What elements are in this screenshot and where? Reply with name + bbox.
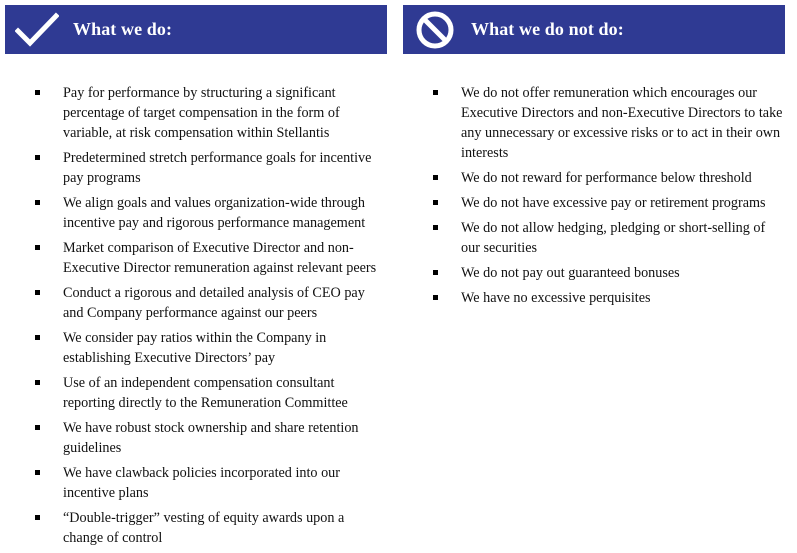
prohibited-icon (411, 5, 459, 54)
bullet-icon (35, 200, 40, 205)
checkmark-icon (13, 5, 61, 54)
list-item: We have robust stock ownership and share retention guidelines (35, 418, 385, 458)
bullet-icon (433, 90, 438, 95)
what-we-do-title: What we do: (73, 19, 173, 39)
bullet-icon (433, 200, 438, 205)
bullet-icon (35, 425, 40, 430)
list-item: Market comparison of Executive Director and non-Executive Director remuneration against relevant peers (35, 238, 385, 278)
bullet-icon (433, 295, 438, 300)
bullet-icon (35, 290, 40, 295)
what-we-do-list (35, 83, 385, 553)
bullet-icon (433, 175, 438, 180)
what-we-do-not-do-list (433, 83, 783, 313)
what-we-do-not-do-header (403, 5, 785, 54)
what-we-do-column (5, 5, 387, 546)
list-item: We have no excessive perquisites (433, 288, 783, 308)
list-item: Predetermined stretch performance goals for incentive pay programs (35, 148, 385, 188)
what-we-do-header (5, 5, 387, 54)
bullet-icon (35, 515, 40, 520)
list-item: We have clawback policies incorporated into our incentive plans (35, 463, 385, 503)
bullet-icon (433, 270, 438, 275)
list-item: We do not have excessive pay or retirement programs (433, 193, 783, 213)
bullet-icon (35, 90, 40, 95)
list-item: Conduct a rigorous and detailed analysis of CEO pay and Company performance against our peers (35, 283, 385, 323)
list-item: We do not offer remuneration which encourages our Executive Directors and non-Executive Directors to take any unnecessary or excessive risks or to act in their own interests (433, 83, 783, 163)
list-item: We align goals and values organization-wide through incentive pay and rigorous performance management (35, 193, 385, 233)
list-item: “Double-trigger” vesting of equity awards upon a change of control (35, 508, 385, 548)
bullet-icon (35, 155, 40, 160)
bullet-icon (35, 245, 40, 250)
list-item: We consider pay ratios within the Company in establishing Executive Directors’ pay (35, 328, 385, 368)
bullet-icon (35, 335, 40, 340)
bullet-icon (35, 380, 40, 385)
list-item: Use of an independent compensation consultant reporting directly to the Remuneration Committee (35, 373, 385, 413)
list-item: Pay for performance by structuring a significant percentage of target compensation in the form of variable, at risk compensation within Stellantis (35, 83, 385, 143)
what-we-do-not-do-column (403, 5, 785, 306)
list-item: We do not pay out guaranteed bonuses (433, 263, 783, 283)
list-item: We do not allow hedging, pledging or short-selling of our securities (433, 218, 783, 258)
what-we-do-not-do-title: What we do not do: (471, 19, 624, 39)
bullet-icon (35, 470, 40, 475)
list-item: We do not reward for performance below threshold (433, 168, 783, 188)
bullet-icon (433, 225, 438, 230)
